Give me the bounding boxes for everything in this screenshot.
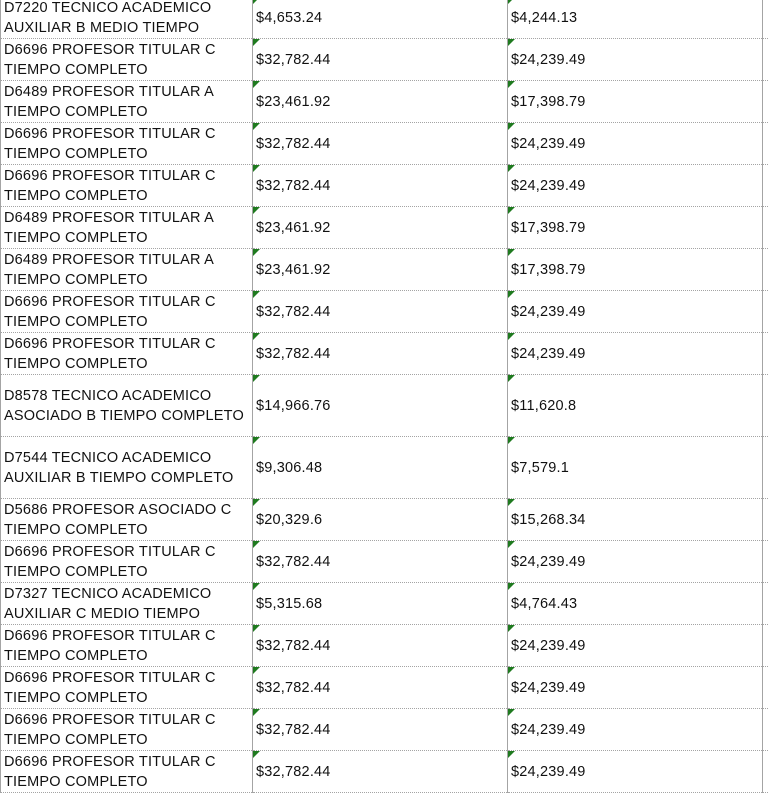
cell-bruto-value: $23,461.92: [256, 93, 331, 110]
cell-neto[interactable]: [508, 541, 763, 583]
cell-bruto-value: $20,329.6: [256, 511, 323, 528]
cell-puesto[interactable]: D7220 TECNICO ACADEMICO AUXILIAR B MEDIO TIEMPO: [1, 0, 253, 39]
cell-puesto[interactable]: D6489 PROFESOR TITULAR A TIEMPO COMPLETO: [1, 207, 253, 249]
cell-puesto[interactable]: D7327 TECNICO ACADEMICO AUXILIAR C MEDIO TIEMPO: [1, 583, 253, 625]
cell-neto[interactable]: [508, 499, 763, 541]
cell-bruto[interactable]: [253, 375, 508, 437]
comment-flag-icon: [508, 207, 515, 214]
comment-flag-icon: [253, 291, 260, 298]
cell-bruto-value: $23,461.92: [256, 219, 331, 236]
cell-neto[interactable]: [508, 333, 763, 375]
cell-neto-value: $24,239.49: [511, 177, 586, 194]
cell-next-column[interactable]: [763, 437, 768, 499]
cell-neto[interactable]: [508, 123, 763, 165]
cell-neto[interactable]: [508, 437, 763, 499]
table-row: [1, 625, 768, 667]
cell-neto-value: $15,268.34: [511, 511, 586, 528]
comment-flag-icon: [508, 165, 515, 172]
cell-bruto[interactable]: [253, 333, 508, 375]
cell-next-column[interactable]: [763, 249, 768, 291]
comment-flag-icon: [508, 291, 515, 298]
cell-next-column[interactable]: [763, 207, 768, 249]
cell-bruto-value: $32,782.44: [256, 721, 331, 738]
cell-neto-value: $17,398.79: [511, 261, 586, 278]
comment-flag-icon: [253, 541, 260, 548]
cell-next-column[interactable]: [763, 375, 768, 437]
cell-neto[interactable]: [508, 583, 763, 625]
cell-neto-value: $4,764.43: [511, 595, 578, 612]
cell-bruto[interactable]: [253, 709, 508, 751]
table-row: [1, 437, 768, 499]
cell-next-column[interactable]: [763, 499, 768, 541]
cell-neto[interactable]: [508, 751, 763, 793]
cell-bruto-value: $5,315.68: [256, 595, 323, 612]
table-row: [1, 583, 768, 625]
comment-flag-icon: [253, 81, 260, 88]
table-row: [1, 291, 768, 333]
table-row: [1, 541, 768, 583]
cell-bruto[interactable]: [253, 249, 508, 291]
comment-flag-icon: [253, 751, 260, 758]
cell-bruto-value: $32,782.44: [256, 679, 331, 696]
cell-bruto-value: $32,782.44: [256, 177, 331, 194]
cell-neto-value: $24,239.49: [511, 763, 586, 780]
cell-neto-value: $24,239.49: [511, 637, 586, 654]
cell-next-column[interactable]: [763, 709, 768, 751]
table-row: [1, 39, 768, 81]
cell-puesto[interactable]: D6696 PROFESOR TITULAR C TIEMPO COMPLETO: [1, 709, 253, 751]
cell-bruto[interactable]: [253, 0, 508, 39]
cell-neto-value: $11,620.8: [511, 397, 577, 414]
cell-neto[interactable]: [508, 81, 763, 123]
cell-bruto[interactable]: [253, 625, 508, 667]
cell-puesto[interactable]: D6696 PROFESOR TITULAR C TIEMPO COMPLETO: [1, 123, 253, 165]
comment-flag-icon: [508, 499, 515, 506]
cell-bruto-value: $32,782.44: [256, 553, 331, 570]
table-row: [1, 375, 768, 437]
cell-bruto-value: $32,782.44: [256, 51, 331, 68]
cell-puesto[interactable]: D6696 PROFESOR TITULAR C TIEMPO COMPLETO: [1, 291, 253, 333]
cell-next-column[interactable]: [763, 39, 768, 81]
salary-table-body: [1, 0, 768, 793]
cell-puesto[interactable]: D6696 PROFESOR TITULAR C TIEMPO COMPLETO: [1, 751, 253, 793]
comment-flag-icon: [253, 207, 260, 214]
cell-next-column[interactable]: [763, 541, 768, 583]
cell-bruto-value: $9,306.48: [256, 459, 323, 476]
cell-neto[interactable]: [508, 207, 763, 249]
comment-flag-icon: [253, 123, 260, 130]
cell-neto[interactable]: [508, 249, 763, 291]
cell-neto[interactable]: [508, 39, 763, 81]
cell-puesto[interactable]: D6489 PROFESOR TITULAR A TIEMPO COMPLETO: [1, 249, 253, 291]
comment-flag-icon: [253, 0, 260, 4]
cell-bruto[interactable]: [253, 751, 508, 793]
comment-flag-icon: [508, 751, 515, 758]
cell-bruto-value: $32,782.44: [256, 345, 331, 362]
cell-neto-value: $24,239.49: [511, 553, 586, 570]
comment-flag-icon: [508, 667, 515, 674]
cell-neto-value: $24,239.49: [511, 345, 586, 362]
cell-puesto[interactable]: D5686 PROFESOR ASOCIADO C TIEMPO COMPLETO: [1, 499, 253, 541]
comment-flag-icon: [253, 249, 260, 256]
cell-next-column[interactable]: [763, 0, 768, 39]
cell-next-column[interactable]: [763, 625, 768, 667]
cell-bruto[interactable]: [253, 39, 508, 81]
comment-flag-icon: [253, 39, 260, 46]
comment-flag-icon: [508, 375, 515, 382]
cell-neto[interactable]: [508, 375, 763, 437]
table-row: [1, 751, 768, 793]
cell-puesto[interactable]: D6696 PROFESOR TITULAR C TIEMPO COMPLETO: [1, 333, 253, 375]
cell-bruto-value: $4,653.24: [256, 9, 323, 26]
cell-bruto[interactable]: [253, 123, 508, 165]
comment-flag-icon: [508, 625, 515, 632]
cell-neto-value: $24,239.49: [511, 721, 586, 738]
table-row: [1, 165, 768, 207]
cell-next-column[interactable]: [763, 583, 768, 625]
comment-flag-icon: [508, 81, 515, 88]
cell-bruto[interactable]: [253, 81, 508, 123]
cell-bruto-value: $32,782.44: [256, 303, 331, 320]
cell-bruto-value: $32,782.44: [256, 763, 331, 780]
comment-flag-icon: [508, 0, 515, 4]
cell-next-column[interactable]: [763, 751, 768, 793]
table-row: [1, 709, 768, 751]
cell-bruto-value: $32,782.44: [256, 135, 331, 152]
comment-flag-icon: [508, 39, 515, 46]
cell-puesto[interactable]: D6696 PROFESOR TITULAR C TIEMPO COMPLETO: [1, 165, 253, 207]
cell-next-column[interactable]: [763, 165, 768, 207]
comment-flag-icon: [253, 583, 260, 590]
cell-neto[interactable]: [508, 291, 763, 333]
table-row: [1, 207, 768, 249]
comment-flag-icon: [253, 375, 260, 382]
cell-neto-value: $4,244.13: [511, 9, 578, 26]
cell-bruto[interactable]: [253, 207, 508, 249]
cell-next-column[interactable]: [763, 667, 768, 709]
comment-flag-icon: [508, 583, 515, 590]
cell-puesto[interactable]: D6696 PROFESOR TITULAR C TIEMPO COMPLETO: [1, 541, 253, 583]
cell-neto-value: $24,239.49: [511, 679, 586, 696]
comment-flag-icon: [508, 333, 515, 340]
cell-puesto[interactable]: D6696 PROFESOR TITULAR C TIEMPO COMPLETO: [1, 39, 253, 81]
comment-flag-icon: [508, 123, 515, 130]
cell-puesto[interactable]: D6489 PROFESOR TITULAR A TIEMPO COMPLETO: [1, 81, 253, 123]
cell-neto-value: $17,398.79: [511, 93, 586, 110]
cell-neto-value: $24,239.49: [511, 135, 586, 152]
cell-next-column[interactable]: [763, 81, 768, 123]
comment-flag-icon: [253, 625, 260, 632]
cell-neto-value: $24,239.49: [511, 303, 586, 320]
comment-flag-icon: [508, 437, 515, 444]
comment-flag-icon: [508, 541, 515, 548]
cell-bruto[interactable]: [253, 667, 508, 709]
table-row: [1, 499, 768, 541]
cell-neto[interactable]: [508, 165, 763, 207]
cell-neto[interactable]: [508, 667, 763, 709]
cell-bruto[interactable]: [253, 291, 508, 333]
cell-puesto[interactable]: D6696 PROFESOR TITULAR C TIEMPO COMPLETO: [1, 667, 253, 709]
table-row: [1, 667, 768, 709]
cell-next-column[interactable]: [763, 291, 768, 333]
table-row: [1, 0, 768, 39]
comment-flag-icon: [253, 165, 260, 172]
comment-flag-icon: [253, 499, 260, 506]
cell-puesto[interactable]: D7544 TECNICO ACADEMICO AUXILIAR B TIEMPO COMPLETO: [1, 437, 253, 499]
cell-bruto[interactable]: [253, 165, 508, 207]
cell-neto[interactable]: [508, 0, 763, 39]
table-row: [1, 249, 768, 291]
cell-puesto[interactable]: D8578 TECNICO ACADEMICO ASOCIADO B TIEMPO COMPLETO: [1, 375, 253, 437]
cell-neto-value: $24,239.49: [511, 51, 586, 68]
comment-flag-icon: [508, 709, 515, 716]
cell-puesto[interactable]: D6696 PROFESOR TITULAR C TIEMPO COMPLETO: [1, 625, 253, 667]
comment-flag-icon: [508, 249, 515, 256]
cell-bruto[interactable]: [253, 499, 508, 541]
cell-bruto[interactable]: [253, 583, 508, 625]
cell-bruto-value: $23,461.92: [256, 261, 331, 278]
cell-neto[interactable]: [508, 625, 763, 667]
cell-next-column[interactable]: [763, 123, 768, 165]
cell-bruto[interactable]: [253, 541, 508, 583]
cell-next-column[interactable]: [763, 333, 768, 375]
cell-bruto-value: $32,782.44: [256, 637, 331, 654]
cell-neto-value: $17,398.79: [511, 219, 586, 236]
table-row: [1, 123, 768, 165]
comment-flag-icon: [253, 333, 260, 340]
cell-neto[interactable]: [508, 709, 763, 751]
table-row: [1, 81, 768, 123]
table-row: [1, 333, 768, 375]
cell-bruto-value: $14,966.76: [256, 397, 331, 414]
comment-flag-icon: [253, 437, 260, 444]
comment-flag-icon: [253, 709, 260, 716]
comment-flag-icon: [253, 667, 260, 674]
cell-bruto[interactable]: [253, 437, 508, 499]
cell-neto-value: $7,579.1: [511, 459, 570, 476]
